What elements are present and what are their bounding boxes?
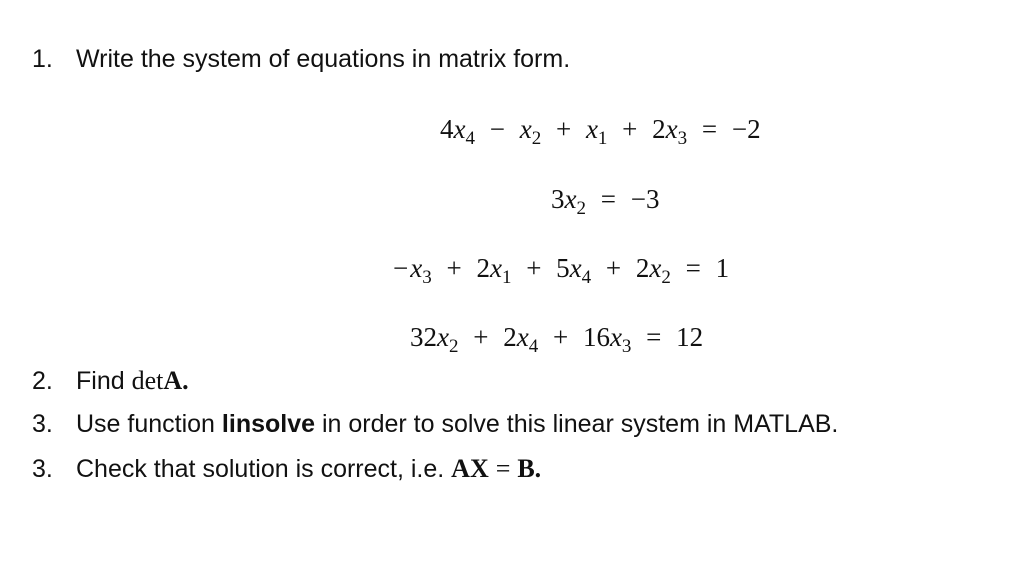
equation-3 [393, 253, 730, 288]
subscript: 4 [528, 336, 539, 357]
subscript: 1 [501, 267, 512, 288]
coefficient: 5 [556, 253, 570, 283]
right-hand-side: −3 [630, 184, 660, 214]
item-text: Check that solution is correct, i.e. [76, 455, 445, 483]
variable: x [516, 322, 529, 352]
function-keyword: linsolve [221, 410, 316, 438]
equation-rhs: B [517, 454, 535, 483]
instruction-item-2 [32, 366, 189, 396]
variable: x [519, 114, 532, 144]
item-number: 2. [32, 367, 53, 395]
variable: x [453, 114, 466, 144]
matrix-symbol: A [163, 366, 183, 395]
item-number: 3. [32, 455, 53, 483]
operator: + [555, 114, 572, 144]
determinant-function: det [131, 366, 164, 395]
item-number: 3. [32, 410, 53, 438]
item-text: Write the system of equations in matrix form. [76, 45, 571, 73]
item-text-after: in order to solve this linear system in MATLAB. [321, 410, 839, 438]
variable: x [609, 322, 622, 352]
item-text-before: Use function [76, 410, 215, 438]
variable: x [437, 322, 449, 352]
equation-1 [440, 114, 761, 149]
right-hand-side: 12 [676, 322, 704, 352]
coefficient: 2 [652, 114, 666, 144]
coefficient: 2 [476, 253, 490, 283]
item-end-punctuation: . [182, 366, 189, 395]
variable: x [665, 114, 678, 144]
coefficient: 16 [582, 322, 610, 352]
operator: + [605, 253, 622, 283]
equals-sign: = [701, 114, 718, 144]
equals-sign: = [600, 184, 616, 214]
subscript: 4 [581, 267, 592, 288]
coefficient: 2 [635, 253, 650, 283]
coefficient: 3 [551, 184, 565, 214]
instruction-item-3-linsolve [32, 410, 838, 439]
coefficient: − [393, 253, 409, 283]
right-hand-side: −2 [731, 114, 761, 144]
subscript: 4 [465, 128, 475, 149]
variable: x [489, 253, 502, 283]
variable: x [410, 253, 423, 283]
subscript: 3 [677, 128, 688, 149]
operator: + [446, 253, 462, 283]
subscript: 2 [448, 336, 459, 357]
coefficient: 2 [503, 322, 517, 352]
equals-sign: = [685, 253, 701, 283]
equation-4 [410, 322, 704, 357]
subscript: 3 [621, 336, 632, 357]
subscript: 2 [576, 198, 586, 219]
equals-sign: = [495, 454, 511, 483]
operator: + [526, 253, 542, 283]
item-text: Find [76, 367, 125, 395]
operator: + [552, 322, 569, 352]
subscript: 2 [661, 267, 671, 288]
variable: x [569, 253, 582, 283]
coefficient: 4 [440, 114, 454, 144]
operator: + [473, 322, 489, 352]
coefficient: 32 [410, 322, 437, 352]
variable: x [649, 253, 662, 283]
variable: x [564, 184, 577, 214]
item-end-punctuation: . [534, 454, 542, 483]
equation-2 [551, 184, 660, 219]
operator: − [489, 114, 505, 144]
right-hand-side: 1 [715, 253, 730, 283]
instruction-item-3-check [32, 454, 541, 484]
item-number: 1. [32, 45, 53, 73]
equals-sign: = [646, 322, 662, 352]
subscript: 2 [531, 128, 542, 149]
subscript: 3 [422, 267, 432, 288]
subscript: 1 [597, 128, 608, 149]
instruction-item-1 [32, 45, 570, 74]
variable: x [585, 114, 598, 144]
equation-lhs: AX [451, 454, 489, 483]
operator: + [622, 114, 638, 144]
